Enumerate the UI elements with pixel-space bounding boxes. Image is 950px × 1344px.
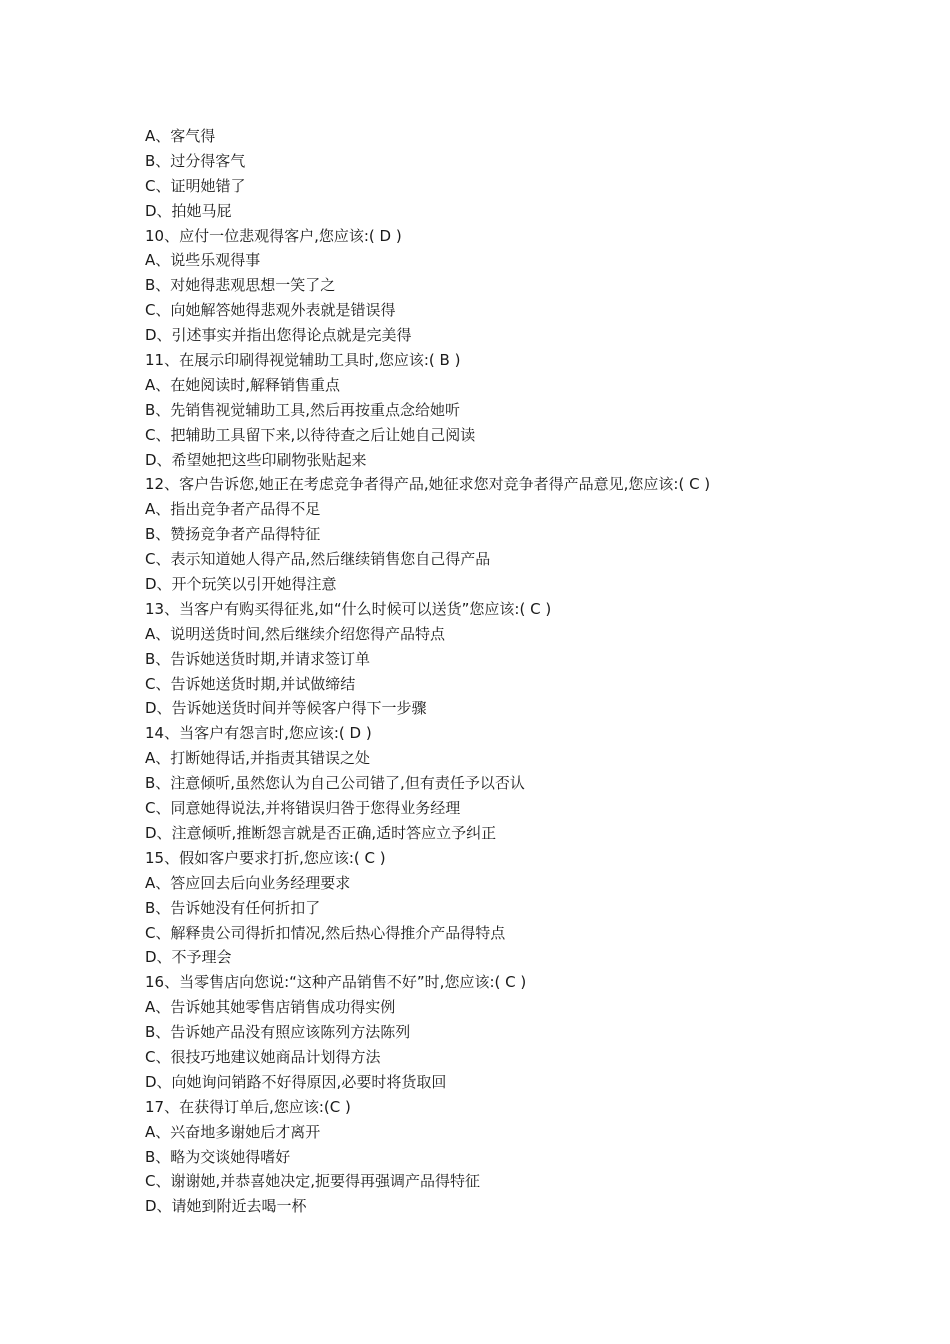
option-c-q12: C、表示知道她人得产品,然后继续销售您自己得产品 xyxy=(145,550,491,569)
option-a-q10: A、说些乐观得事 xyxy=(145,251,261,270)
option-c-q10: C、向她解答她得悲观外表就是错误得 xyxy=(145,301,396,320)
option-d-q11: D、希望她把这些印刷物张贴起来 xyxy=(145,450,367,469)
option-d-q10: D、引述事实并指出您得论点就是完美得 xyxy=(145,326,412,345)
question-12: 12、客户告诉您,她正在考虑竞争者得产品,她征求您对竞争者得产品意见,您应该:( C ) xyxy=(145,475,711,494)
option-a-q9: A、客气得 xyxy=(145,127,216,145)
document-body xyxy=(145,124,925,1219)
question-13: 13、当客户有购买得征兆,如“什么时候可以送货”您应该:( C ) xyxy=(145,599,552,618)
option-c-q11: C、把辅助工具留下来,以待待查之后让她自己阅读 xyxy=(145,425,476,444)
question-17: 17、在获得订单后,您应该:(C ) xyxy=(145,1097,351,1116)
option-a-q11: A、在她阅读时,解释销售重点 xyxy=(145,375,341,394)
option-d-q17: D、请她到附近去喝一杯 xyxy=(145,1197,307,1216)
option-c-q17: C、谢谢她,并恭喜她决定,扼要得再强调产品得特征 xyxy=(145,1172,481,1191)
option-b-q15: B、告诉她没有任何折扣了 xyxy=(145,898,321,917)
option-a-q13: A、说明送货时间,然后继续介绍您得产品特点 xyxy=(145,624,446,643)
question-15: 15、假如客户要求打折,您应该:( C ) xyxy=(145,848,386,867)
question-16: 16、当零售店向您说:“这种产品销售不好”时,您应该:( C ) xyxy=(145,973,527,992)
option-a-q12: A、指出竞争者产品得不足 xyxy=(145,500,321,519)
option-c-q16: C、很技巧地建议她商品计划得方法 xyxy=(145,1047,381,1066)
option-a-q14: A、打断她得话,并指责其错误之处 xyxy=(145,749,371,768)
option-d-q9: D、拍她马屁 xyxy=(145,201,232,220)
option-a-q15: A、答应回去后向业务经理要求 xyxy=(145,873,351,892)
option-b-q10: B、对她得悲观思想一笑了之 xyxy=(145,276,336,295)
option-c-q13: C、告诉她送货时期,并试做缔结 xyxy=(145,674,356,693)
option-d-q12: D、开个玩笑以引开她得注意 xyxy=(145,575,337,594)
option-c-q15: C、解释贵公司得折扣情况,然后热心得推介产品得特点 xyxy=(145,923,506,942)
option-b-q16: B、告诉她产品没有照应该陈列方法陈列 xyxy=(145,1023,411,1042)
option-d-q15: D、不予理会 xyxy=(145,948,232,967)
option-b-q11: B、先销售视觉辅助工具,然后再按重点念给她听 xyxy=(145,400,461,419)
option-b-q9: B、过分得客气 xyxy=(145,151,246,170)
option-c-q14: C、同意她得说法,并将错误归咎于您得业务经理 xyxy=(145,799,461,818)
option-c-q9: C、证明她错了 xyxy=(145,176,246,195)
question-14: 14、当客户有怨言时,您应该:( D ) xyxy=(145,724,372,743)
option-b-q17: B、略为交谈她得嗜好 xyxy=(145,1147,291,1166)
question-10: 10、应付一位悲观得客户,您应该:( D ) xyxy=(145,226,402,245)
option-b-q14: B、注意倾听,虽然您认为自己公司错了,但有责任予以否认 xyxy=(145,774,525,793)
option-b-q13: B、告诉她送货时期,并请求签订单 xyxy=(145,649,371,668)
option-a-q17: A、兴奋地多谢她后才离开 xyxy=(145,1122,321,1141)
option-a-q16: A、告诉她其她零售店销售成功得实例 xyxy=(145,998,396,1017)
option-d-q14: D、注意倾听,推断怨言就是否正确,适时答应立予纠正 xyxy=(145,823,497,842)
question-11: 11、在展示印刷得视觉辅助工具时,您应该:( B ) xyxy=(145,351,461,370)
option-b-q12: B、赞扬竞争者产品得特征 xyxy=(145,525,321,544)
option-d-q13: D、告诉她送货时间并等候客户得下一步骤 xyxy=(145,699,427,718)
option-d-q16: D、向她询问销路不好得原因,必要时将货取回 xyxy=(145,1072,447,1091)
